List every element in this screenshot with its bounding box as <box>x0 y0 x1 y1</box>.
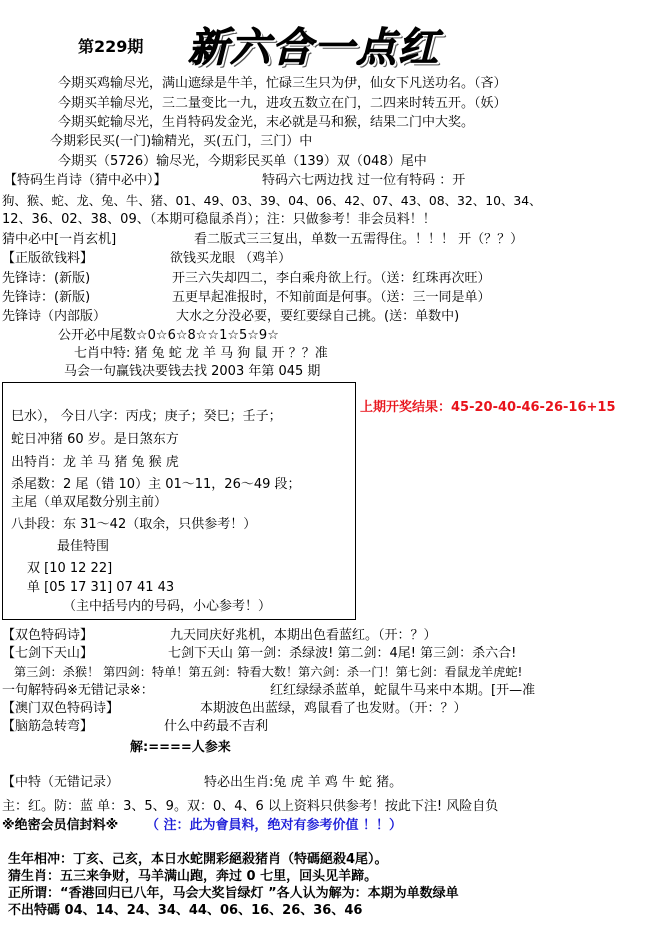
secret-text: （ 注：此为會員料，绝对有参考价值 ！！） <box>146 818 403 833</box>
qianlai-label: 【正版欲钱料】 <box>2 251 94 266</box>
naojin-text: 什么中药最不吉利 <box>164 719 269 734</box>
box-line: 出特肖：龙 羊 马 猪 兔 猴 虎 <box>11 455 179 470</box>
bottom-line: 正所谓：“香港回归已八年，马会大奖旨绿灯 ”各人认为解为：本期为单数绿单 <box>8 886 459 901</box>
xianfeng-text: 五更早起准报时，不知前面是何事。（送：三一同是单） <box>172 290 491 305</box>
xianfeng-label: 先锋诗：(新版) <box>2 271 91 286</box>
shuangse-text: 九天同庆好兆机，本期出色看蓝红。（开：？） <box>170 628 437 643</box>
horse-line: 马会一句赢钱决要钱去找 2003 年第 045 期 <box>64 364 321 379</box>
secret-label: ※绝密会员信封料※ <box>2 818 119 833</box>
bottom-line: 不出特碼 04、14、24、34、44、06、16、26、36、46 <box>8 903 363 918</box>
box-line: 主尾（单双尾数分别主前） <box>11 495 168 510</box>
intro-line: 今期买鸡输尽光，满山遮绿是牛羊，忙碌三生只为伊，仙女下凡送功名。（吝） <box>58 76 507 91</box>
intro-line: 今期买蛇输尽光，生肖特码发金光，末必就是马和猴，结果二门中大奖。 <box>58 115 475 130</box>
tema-poem-note: 12、36、02、38、09、（本期可稳鼠杀肖）；注：只做参考！非会员料！！ <box>2 212 436 227</box>
box-line: 最佳特围 <box>57 539 110 554</box>
xianfeng-text: 大水之分没必要，要红要绿自己挑。(送：单数中) <box>176 309 460 324</box>
box-line: 八卦段：东 31～42（取余，只供参考！） <box>11 517 257 532</box>
box-line: 单 [05 17 31] 07 41 43 <box>27 580 175 595</box>
qijian-line2: 第三剑：杀猴！ 第四剑：特单！第五剑：特看大数！第六剑：杀一门！第七剑：看鼠龙羊虎蛇! <box>14 665 523 679</box>
naojin-label: 【脑筋急转弯】 <box>2 719 94 734</box>
box-line: 双 [10 12 22] <box>27 561 113 576</box>
guess-label: 猜中必中[一肖玄机] <box>2 232 117 247</box>
guess-text: 看二版式三三复出，单数一五需得住。！！！ 开（？？） <box>194 232 524 247</box>
xianfeng-label: 先锋诗：(新版) <box>2 290 91 305</box>
intro-line: 今期彩民买(一门)输精光，买(五门，三门）中 <box>50 134 313 149</box>
page-title: 新六合一点红 <box>188 25 440 71</box>
main-line: 主：红。防：蓝 单：3、5、9。双：0、4、6 以上资料只供参考！按此下注! 风险自负 <box>2 799 499 814</box>
zhongte-text: 特必出生肖:兔 虎 羊 鸡 牛 蛇 猪。 <box>204 775 403 790</box>
qijian-text: 七剑下天山 第一剑：杀绿波! 第二剑：4尾! 第三剑：杀六合! <box>168 646 517 661</box>
info-box <box>2 382 356 620</box>
yiju-text: 红红绿绿杀蓝单，蛇鼠牛马来中本期。[开—准 <box>270 683 536 698</box>
bottom-line: 猜生肖：五三来争财，马羊满山跑，奔过 0 七里，回头见羊蹄。 <box>8 869 378 884</box>
shuangse-label: 【双色特码诗】 <box>2 628 94 643</box>
aomen-text: 本期波色出蓝绿，鸡鼠看了也发财。（开：？） <box>200 701 467 716</box>
box-line: 蛇日冲猪 60 岁。是日煞东方 <box>11 432 179 447</box>
xianfeng-text: 开三六失却四二，李白乘舟欲上行。（送：红珠再次旺） <box>172 271 491 286</box>
intro-line: 今期买羊输尽光，三二量变比一九，进攻五数立在门，二四来时转五开。（妖） <box>58 96 507 111</box>
box-line: （主中括号内的号码，小心参考！） <box>63 599 272 614</box>
tema-poem-text: 特码六七两边找 过一位有特码 ：开 <box>262 173 466 188</box>
qijian-label: 【七剑下天山】 <box>2 646 94 661</box>
zhongte-label: 【中特（无错记录） <box>2 775 120 790</box>
box-line: 杀尾数：2 尾（错 10）主 01～11，26～49 段； <box>11 477 301 492</box>
issue-number: 第229期 <box>78 37 144 56</box>
bottom-line: 生年相冲：丁亥、己亥，本日水蛇開彩絕殺猪肖（特碼絕殺4尾）。 <box>8 852 388 867</box>
xianfeng-label: 先锋诗（内部版） <box>2 309 107 324</box>
qianlai-text: 欲钱买龙眼 （鸡羊） <box>170 251 292 266</box>
tema-poem-label: 【特码生肖诗（猜中必中）】 <box>4 173 167 188</box>
intro-line: 今期买（5726）输尽光，今期彩民买单（139）双（048）尾中 <box>58 154 427 169</box>
box-line: 巳水）， 今日八字：丙戌；庚子；癸巳；壬子； <box>11 409 282 424</box>
tema-poem-numbers: 狗、猴、蛇、龙、兔、牛、猪、01、49、03、39、04、06、42、07、43、08、32、10、34、 <box>2 193 542 208</box>
last-result: 上期开奖结果：45-20-40-46-26-16+15 <box>360 400 616 415</box>
naojin-answer: 解:====人参来 <box>130 740 231 755</box>
yiju-label: 一句解特码※无错记录※： <box>2 683 154 698</box>
aomen-label: 【澳门双色特码诗】 <box>2 701 120 716</box>
tail-numbers: 公开必中尾数☆0☆6☆8☆☆1☆5☆9☆ <box>58 328 279 343</box>
seven-zodiac: 七肖中特: 猪 兔 蛇 龙 羊 马 狗 鼠 开 ？？准 <box>74 346 328 361</box>
